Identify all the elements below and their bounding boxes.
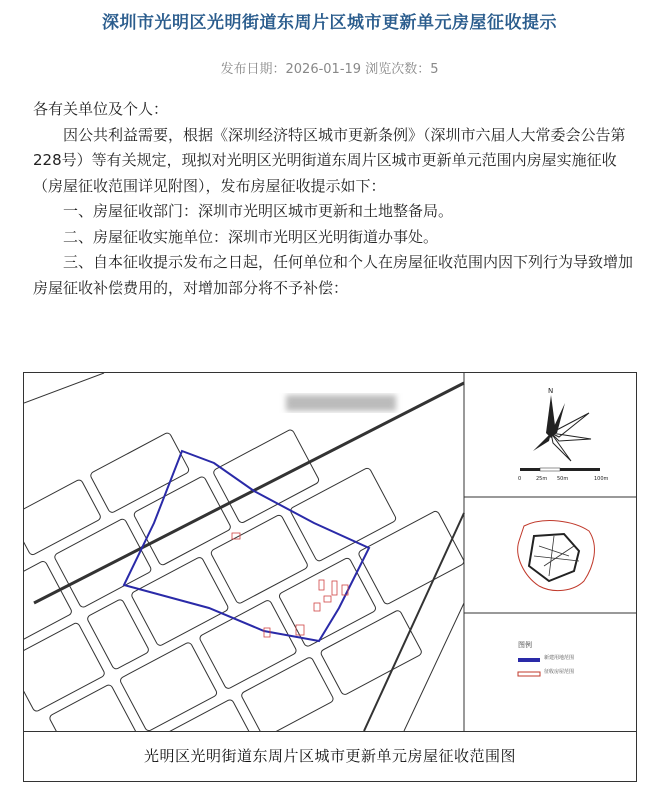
blurred-label	[286, 395, 396, 411]
paragraph-intro: 因公共利益需要，根据《深圳经济特区城市更新条例》（深圳市六届人大常委会公告第228号）等有关规定，现拟对光明区光明街道东周片区城市更新单元范围内房屋实施征收（房屋征收范围详见附图），发布房屋征收提示如下：	[33, 125, 626, 195]
inset-location-map	[518, 521, 595, 591]
legend-item-boundary: 新建用地范围	[544, 655, 575, 661]
street-map	[24, 373, 493, 731]
map-drawing	[24, 373, 636, 731]
scale-label-25: 25m	[536, 476, 548, 482]
salutation: 各有关单位及个人：	[33, 100, 169, 118]
scale-bar	[520, 468, 600, 471]
article-body	[33, 97, 633, 301]
paragraph-implementer: 二、房屋征收实施单位：深圳市光明区光明街道办事处。	[63, 227, 439, 246]
scale-label-100: 100m	[594, 476, 609, 482]
paragraph-notice: 三、自本征收提示发布之日起，任何单位和个人在房屋征收范围内因下列行为导致增加房屋征收补偿费用的，对增加部分将不予补偿：	[33, 253, 634, 297]
article-meta: 发布日期：2026-01-19 浏览次数：5	[220, 62, 439, 77]
paragraph-department: 一、房屋征收部门：深圳市光明区城市更新和土地整备局。	[63, 202, 454, 220]
compass-icon	[533, 395, 591, 461]
article-title: 深圳市光明区光明街道东周片区城市更新单元房屋征收提示	[102, 13, 557, 33]
legend-swatch-building	[518, 672, 540, 676]
scale-label-0: 0	[518, 476, 522, 482]
expropriation-boundary	[124, 451, 369, 641]
north-label: N	[548, 387, 554, 395]
map-caption: 光明区光明街道东周片区城市更新单元房屋征收范围图	[24, 731, 636, 782]
legend-item-building: 征收房屋范围	[544, 669, 575, 675]
scale-label-50: 50m	[557, 476, 569, 482]
legend-title: 图例	[518, 641, 532, 649]
expropriation-map	[23, 372, 637, 782]
legend-swatch-boundary	[518, 658, 540, 662]
